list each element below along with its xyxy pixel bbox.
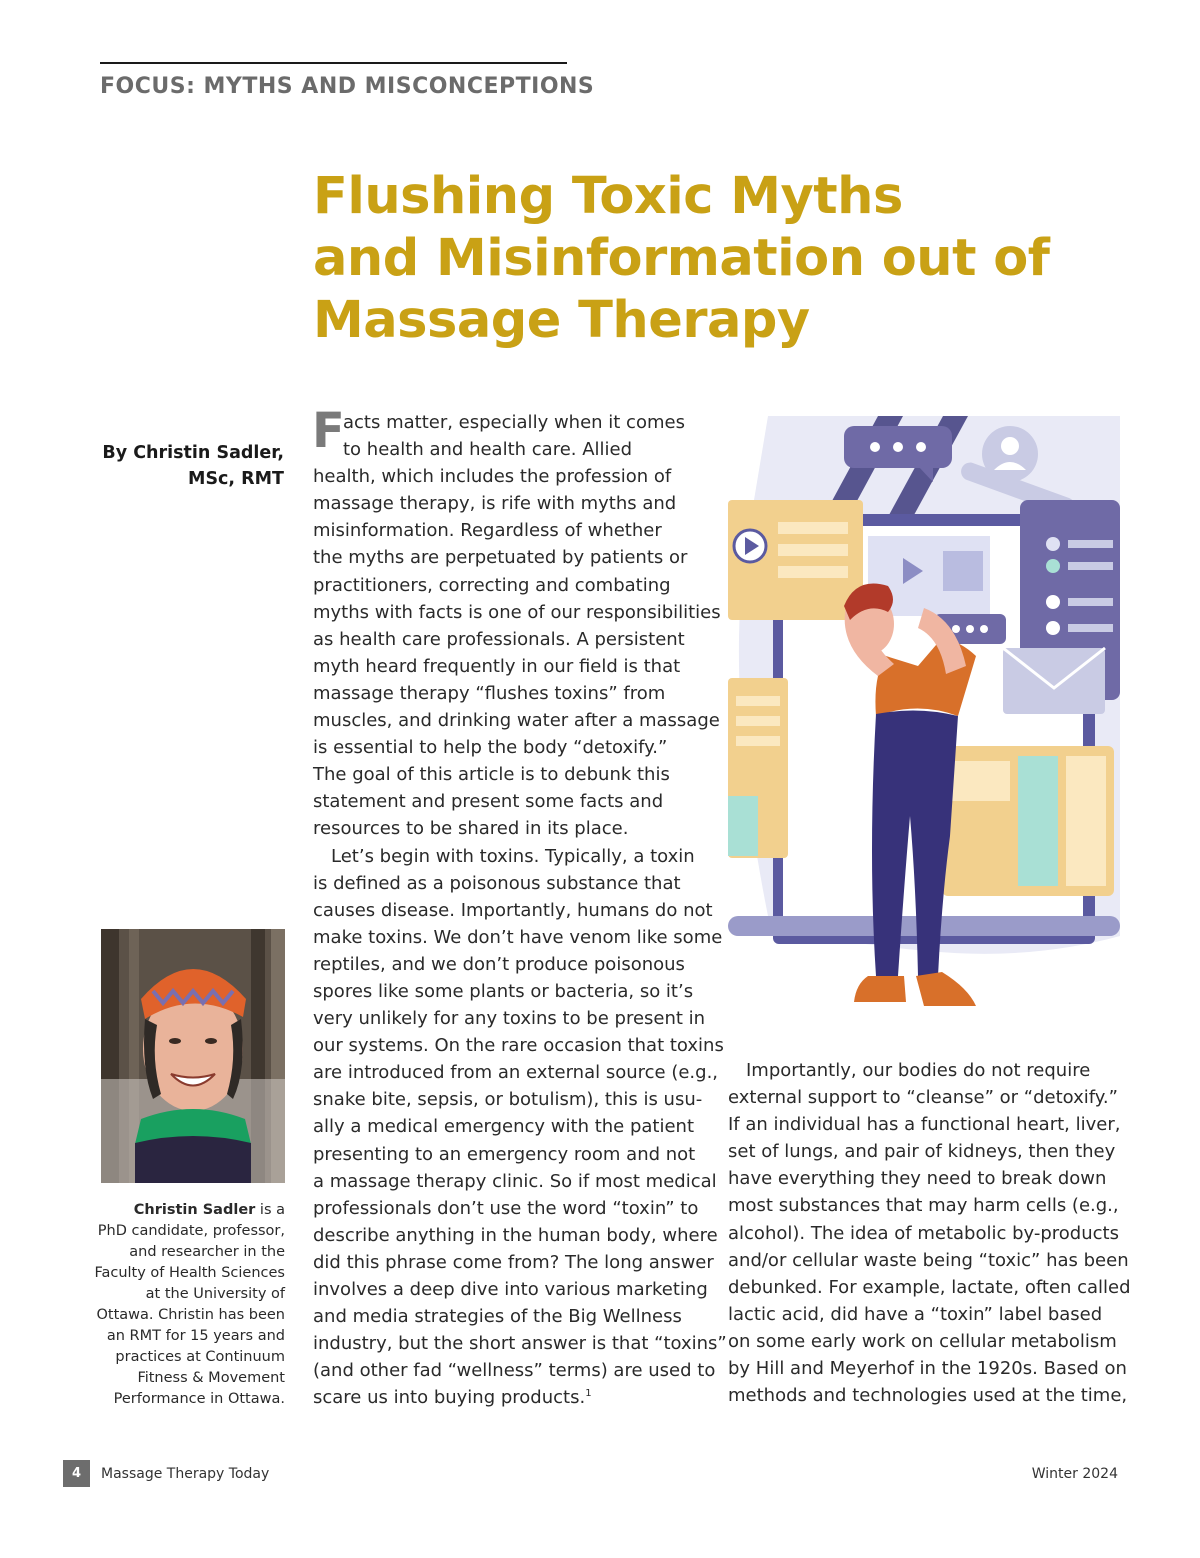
bio-line: Ottawa. Christin has been <box>96 1307 285 1323</box>
body-line: ally a medical emergency with the patient <box>313 1116 695 1138</box>
body-line: massage therapy, is rife with myths and <box>313 493 677 515</box>
byline-line: By Christin Sadler, <box>102 443 284 463</box>
body-line: are introduced from an external source (e.g., <box>313 1062 719 1084</box>
body-line: reptiles, and we don’t produce poisonous <box>313 953 685 975</box>
body-line-text: scare us into buying products. <box>313 1387 586 1409</box>
body-line: and/or cellular waste being “toxic” has been <box>728 1249 1129 1271</box>
bio-line: Faculty of Health Sciences <box>94 1265 285 1281</box>
envelope-icon <box>1003 648 1105 714</box>
body-column-2 <box>728 1057 1131 1409</box>
body-line: If an individual has a functional heart, liver, <box>728 1114 1121 1136</box>
body-line: by Hill and Meyerhof in the 1920s. Based on <box>728 1358 1127 1380</box>
body-line: is essential to help the body “detoxify.” <box>313 737 668 759</box>
bio-line: and researcher in the <box>129 1244 285 1260</box>
publication-name: Massage Therapy Today <box>101 1466 270 1482</box>
body-line: massage therapy “flushes toxins” from <box>313 682 666 704</box>
body-line: misinformation. Regardless of whether <box>313 520 662 542</box>
body-line: professionals don’t use the word “toxin” to <box>313 1197 699 1219</box>
body-line: statement and present some facts and <box>313 791 664 813</box>
bio-line: an RMT for 15 years and <box>106 1328 285 1344</box>
body-line: (and other fad “wellness” terms) are used to <box>313 1360 716 1382</box>
section-label: FOCUS: MYTHS AND MISCONCEPTIONS <box>100 74 595 99</box>
body-line: the myths are perpetuated by patients or <box>313 547 688 569</box>
body-line-last <box>313 1384 703 1411</box>
author-photo <box>101 929 285 1183</box>
body-line: acts matter, especially when it comes <box>343 412 685 433</box>
body-line: to health and health care. Allied <box>343 439 633 461</box>
body-line: and media strategies of the Big Wellness <box>313 1306 682 1328</box>
body-line: have everything they need to break down <box>728 1168 1107 1190</box>
body-line: our systems. On the rare occasion that toxins <box>313 1035 724 1057</box>
article-title <box>313 166 1073 352</box>
bio-first-line-rest: is a <box>255 1202 285 1218</box>
body-column-1 <box>312 403 727 1411</box>
body-line: describe anything in the human body, where <box>313 1224 718 1246</box>
body-line: health, which includes the profession of <box>313 466 672 488</box>
body-line: spores like some plants or bacteria, so it’s <box>313 980 694 1002</box>
title-line: Flushing Toxic Myths <box>313 167 903 226</box>
title-line: and Misinformation out of <box>313 229 1050 288</box>
body-line: methods and technologies used at the time, <box>728 1385 1128 1407</box>
body-line: practitioners, correcting and combating <box>313 574 671 596</box>
byline-line: MSc, RMT <box>188 469 284 489</box>
body-line: myths with facts is one of our responsibilities <box>313 601 721 623</box>
illustration <box>728 416 1120 1016</box>
body-line: as health care professionals. A persistent <box>313 628 685 650</box>
body-line: industry, but the short answer is that “toxins” <box>313 1333 727 1355</box>
body-line: debunked. For example, lactate, often called <box>728 1276 1131 1298</box>
bio-line: practices at Continuum <box>115 1349 285 1365</box>
body-line: involves a deep dive into various marketing <box>313 1279 708 1300</box>
footnote-marker: 1 <box>585 1388 592 1400</box>
body-line: set of lungs, and pair of kidneys, then they <box>728 1141 1116 1163</box>
body-line: very unlikely for any toxins to be present in <box>313 1008 706 1030</box>
issue-label: Winter 2024 <box>1031 1466 1118 1482</box>
body-line: presenting to an emergency room and not <box>313 1143 696 1165</box>
body-line: causes disease. Importantly, humans do not <box>313 899 713 921</box>
title-line: Massage Therapy <box>313 291 810 350</box>
body-line: myth heard frequently in our field is that <box>313 655 681 677</box>
body-line: did this phrase come from? The long answer <box>313 1251 714 1273</box>
drop-cap: F <box>312 403 345 459</box>
body-line: make toxins. We don’t have venom like some <box>313 926 723 948</box>
body-line: Let’s begin with toxins. Typically, a toxin <box>331 845 695 867</box>
body-line: alcohol). The idea of metabolic by-products <box>728 1222 1119 1244</box>
bio-line: at the University of <box>145 1286 285 1302</box>
bio-line: Performance in Ottawa. <box>113 1391 285 1407</box>
body-line: is defined as a poisonous substance that <box>313 872 681 894</box>
bio-name: Christin Sadler <box>133 1202 256 1218</box>
byline <box>80 440 284 492</box>
body-line: snake bite, sepsis, or botulism), this is usu- <box>313 1089 703 1111</box>
body-line: lactic acid, did have a “toxin” label based <box>728 1303 1103 1325</box>
body-line: most substances that may harm cells (e.g., <box>728 1195 1119 1217</box>
bio-line: Fitness & Movement <box>137 1370 285 1386</box>
header-rule <box>100 62 567 64</box>
body-line: a massage therapy clinic. So if most medical <box>313 1170 717 1192</box>
body-line: Importantly, our bodies do not require <box>746 1060 1091 1081</box>
body-line: muscles, and drinking water after a massage <box>313 710 720 732</box>
bio-first-line <box>86 1200 285 1221</box>
body-line: The goal of this article is to debunk this <box>313 764 670 786</box>
body-line: resources to be shared in its place. <box>313 818 629 840</box>
page-number: 4 <box>63 1460 90 1487</box>
author-bio <box>86 1200 285 1410</box>
bio-line: PhD candidate, professor, <box>97 1223 285 1239</box>
body-line: on some early work on cellular metabolism <box>728 1330 1117 1352</box>
play-icon <box>734 530 766 562</box>
body-line: external support to “cleanse” or “detoxify.” <box>728 1087 1118 1109</box>
